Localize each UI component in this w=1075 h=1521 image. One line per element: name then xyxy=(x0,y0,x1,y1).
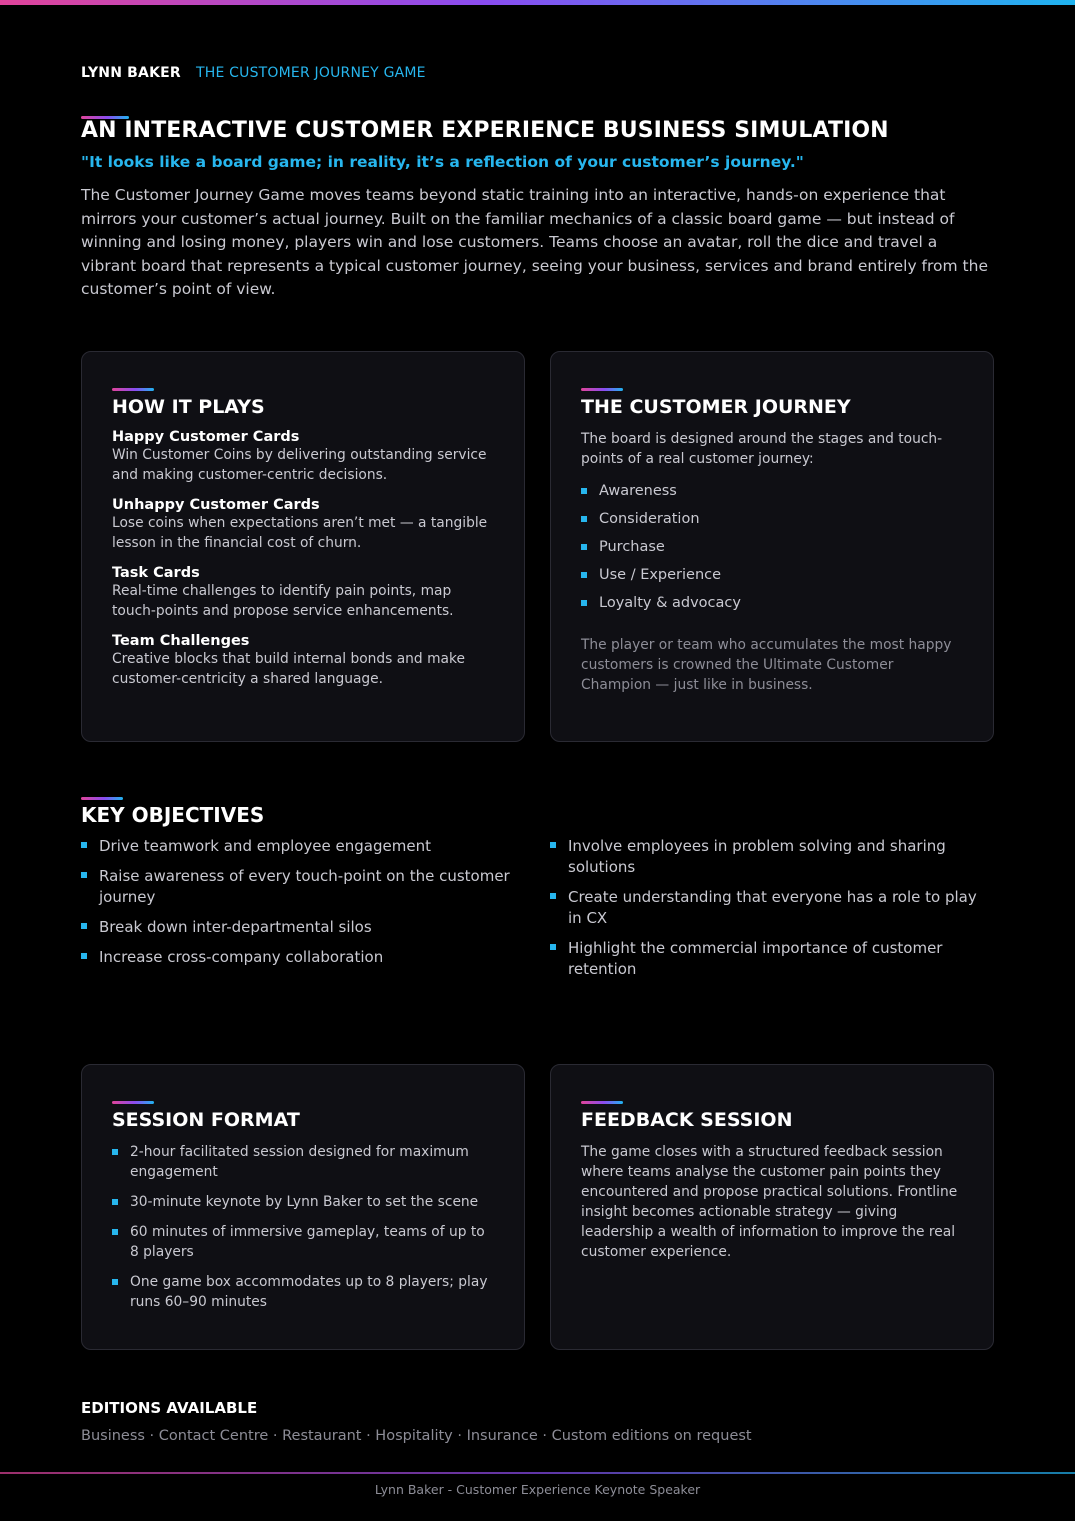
journey-closing: The player or team who accumulates the most happy customers is crowned the Ultimate Customer Champion — just like in business. xyxy=(581,637,952,693)
play-item-title: Happy Customer Cards xyxy=(112,429,300,445)
journey-intro: The board is designed around the stages and touch-points of a real customer journey: xyxy=(581,431,943,467)
play-item xyxy=(112,565,494,621)
editions-list: Business · Contact Centre · Restaurant · Hospitality · Insurance · Custom editions on request xyxy=(81,1428,752,1444)
top-gradient-bar xyxy=(0,0,1075,5)
section-accent-bar xyxy=(581,1101,623,1104)
feedback-session-card xyxy=(550,1064,994,1350)
how-it-plays-card xyxy=(81,351,525,742)
page-title: AN INTERACTIVE CUSTOMER EXPERIENCE BUSINESS SIMULATION xyxy=(81,118,889,143)
session-format-title: SESSION FORMAT xyxy=(112,1109,300,1131)
objective-item: Highlight the commercial importance of customer retention xyxy=(550,938,994,980)
editions-section xyxy=(81,1399,752,1444)
feedback-session-title: FEEDBACK SESSION xyxy=(581,1109,793,1131)
how-it-plays-title: HOW IT PLAYS xyxy=(112,396,265,418)
objectives-right-list xyxy=(550,836,994,989)
section-accent-bar xyxy=(112,388,154,391)
play-item-desc: Real-time challenges to identify pain points, map touch-points and propose service enhancements. xyxy=(112,583,454,619)
author-name: LYNN BAKER xyxy=(81,65,181,81)
play-item xyxy=(112,429,494,485)
footer-divider xyxy=(0,1472,1075,1474)
section-accent-bar xyxy=(581,388,623,391)
objective-item: Raise awareness of every touch-point on the customer journey xyxy=(81,866,525,908)
key-objectives-title: KEY OBJECTIVES xyxy=(81,803,265,827)
session-item: 2-hour facilitated session designed for maximum engagement xyxy=(112,1142,494,1182)
objective-item: Drive teamwork and employee engagement xyxy=(81,836,525,857)
play-item-title: Task Cards xyxy=(112,565,200,581)
customer-journey-card xyxy=(550,351,994,742)
session-item: 30-minute keynote by Lynn Baker to set the scene xyxy=(112,1192,494,1212)
hero-body: The Customer Journey Game moves teams beyond static training into an interactive, hands-on experience that mirrors your customer’s actual journey. Built on the familiar mechanics of a classic board game — but instead of winning and losing money, players win and lose customers. Teams choose an avatar, roll the dice and travel a vibrant board that represents a typical customer journey, seeing your business, services and brand entirely from the customer’s point of view. xyxy=(81,186,988,298)
objective-item: Increase cross-company collaboration xyxy=(81,947,525,968)
play-item-title: Team Challenges xyxy=(112,633,250,649)
hero-quote: "It looks like a board game; in reality, it’s a reflection of your customer’s journey." xyxy=(81,153,804,171)
journey-stage: Use / Experience xyxy=(581,565,963,585)
journey-stage: Purchase xyxy=(581,537,963,557)
footer-text: Lynn Baker - Customer Experience Keynote Speaker xyxy=(374,1482,701,1497)
objective-item: Involve employees in problem solving and sharing solutions xyxy=(550,836,994,878)
editions-title: EDITIONS AVAILABLE xyxy=(81,1399,258,1417)
objectives-left-list xyxy=(81,836,525,977)
brand-line xyxy=(81,65,426,81)
objective-item: Create understanding that everyone has a role to play in CX xyxy=(550,887,994,929)
play-item-desc: Win Customer Coins by delivering outstanding service and making customer-centric decisions. xyxy=(112,447,487,483)
session-item: 60 minutes of immersive gameplay, teams of up to 8 players xyxy=(112,1222,494,1262)
session-item: One game box accommodates up to 8 players; play runs 60–90 minutes xyxy=(112,1272,494,1312)
customer-journey-title: THE CUSTOMER JOURNEY xyxy=(581,396,851,418)
session-format-list xyxy=(112,1142,494,1312)
play-item xyxy=(112,497,494,553)
journey-stage: Awareness xyxy=(581,481,963,501)
section-accent-bar xyxy=(112,1101,154,1104)
play-item xyxy=(112,633,494,689)
journey-stage: Consideration xyxy=(581,509,963,529)
section-accent-bar xyxy=(81,797,123,800)
journey-stage: Loyalty & advocacy xyxy=(581,593,963,613)
feedback-body: The game closes with a structured feedback session where teams analyse the customer pain points they encountered and propose practical solutions. Frontline insight becomes actionable strategy — giving leadership a wealth of information to improve the real customer experience. xyxy=(581,1144,958,1260)
play-item-title: Unhappy Customer Cards xyxy=(112,497,320,513)
objective-item: Break down inter-departmental silos xyxy=(81,917,525,938)
session-format-card xyxy=(81,1064,525,1350)
key-objectives-section xyxy=(81,797,994,978)
play-item-desc: Lose coins when expectations aren’t met — a tangible lesson in the financial cost of churn. xyxy=(112,515,488,551)
journey-stage-list xyxy=(581,481,963,613)
product-name: THE CUSTOMER JOURNEY GAME xyxy=(195,65,426,81)
play-item-desc: Creative blocks that build internal bonds and make customer-centricity a shared language. xyxy=(112,651,465,687)
